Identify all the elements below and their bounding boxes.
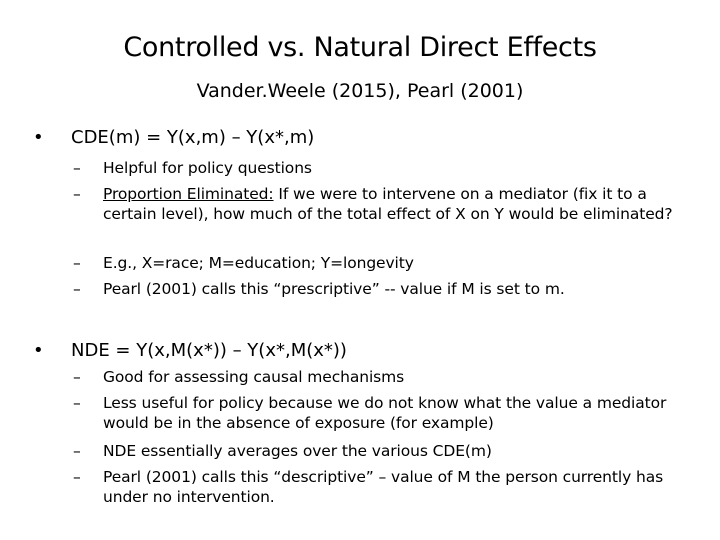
underlined-term: Proportion Eliminated: — [103, 185, 274, 203]
sub-item — [73, 367, 693, 387]
sub-item — [73, 441, 693, 461]
bullet-nde — [33, 339, 347, 363]
sub-item — [73, 279, 693, 299]
dash-marker: – — [73, 185, 81, 203]
dash-marker: – — [73, 394, 81, 412]
dash-marker: – — [73, 442, 81, 460]
slide-subtitle: Vander.Weele (2015), Pearl (2001) — [196, 80, 524, 102]
dash-marker: – — [73, 468, 81, 486]
bullet-marker: • — [33, 127, 44, 148]
dash-marker: – — [73, 159, 81, 177]
bullet-text: CDE(m) = Y(x,m) – Y(x*,m) — [71, 127, 315, 148]
dash-marker: – — [73, 254, 81, 272]
bullet-cde — [33, 126, 314, 150]
sub-item-text: Helpful for policy questions — [103, 159, 312, 177]
sub-item-text: Good for assessing causal mechanisms — [103, 368, 405, 386]
sub-item — [73, 393, 693, 433]
sub-item-text: Pearl (2001) calls this “descriptive” – value of M the person currently has under no intervention. — [103, 468, 664, 506]
sub-item-text: Less useful for policy because we do not know what the value a mediator would be in the absence of exposure (for example) — [103, 394, 667, 432]
bullet-marker: • — [33, 340, 44, 361]
sub-item — [73, 184, 693, 224]
sub-item-text: Pearl (2001) calls this “prescriptive” -- value if M is set to m. — [103, 280, 565, 298]
slide-title: Controlled vs. Natural Direct Effects — [123, 32, 597, 63]
bullet-text: NDE = Y(x,M(x*)) – Y(x*,M(x*)) — [71, 340, 347, 361]
sub-item — [73, 253, 693, 273]
sub-item — [73, 467, 693, 507]
sub-item-text: If we were to intervene on a mediator (fix it to a certain level), how much of the total effect of X on Y would be eliminated? — [103, 185, 673, 223]
sub-item-text: NDE essentially averages over the various CDE(m) — [103, 442, 492, 460]
dash-marker: – — [73, 280, 81, 298]
sub-item-text: E.g., X=race; M=education; Y=longevity — [103, 254, 414, 272]
dash-marker: – — [73, 368, 81, 386]
sub-item — [73, 158, 693, 178]
